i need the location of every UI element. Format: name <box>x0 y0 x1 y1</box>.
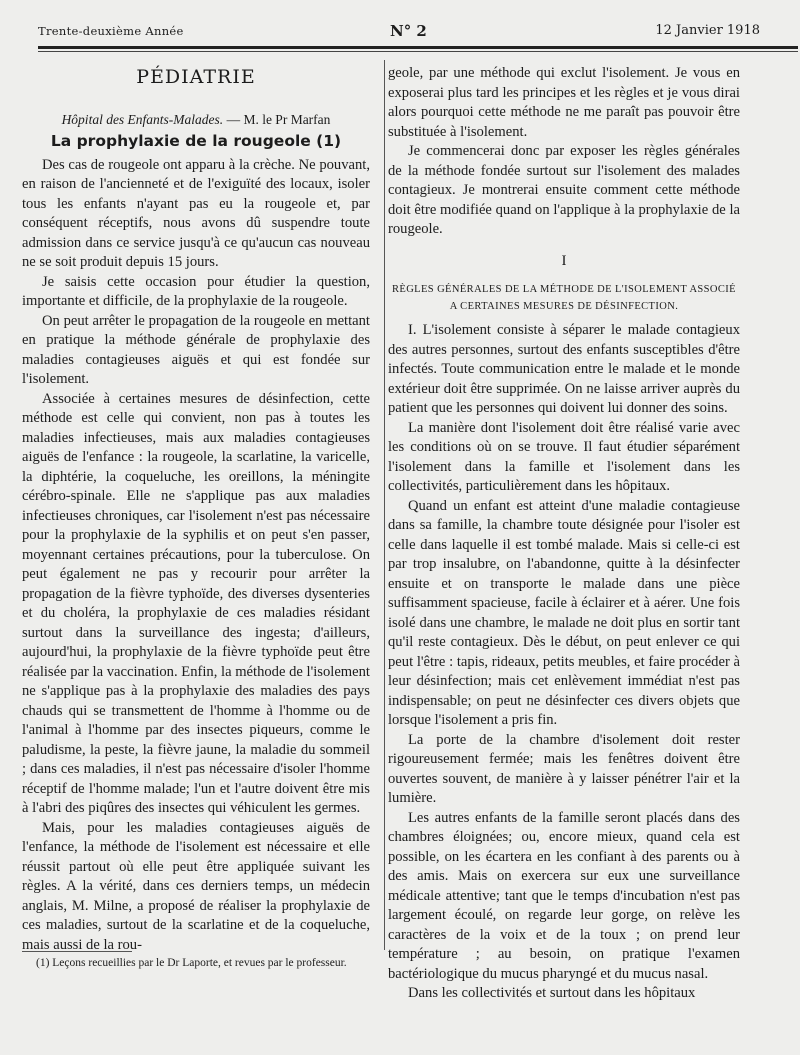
header-issue-number: N° 2 <box>390 22 427 40</box>
section-title: PÉDIATRIE <box>136 66 256 88</box>
paragraph: La porte de la chambre d'isolement doit rester rigoureusement fermée; mais les fenêtres doivent être ouvertes souvent, de manière à y laisser pénétrer l'air et la lumière. <box>388 731 740 806</box>
paragraph: Quand un enfant est atteint d'une maladie contagieuse dans sa famille, la chambre toute désignée pour l'isoler est celle dans laquelle il est tombé malade. Mais si celle-ci est par trop insalubre, on l'abandonne, quitte à la désinfecter ensuite et on transporte le malade dans une pièce suffisamment spacieuse, facile à éclairer et à aérer. Une fois isolé dans une chambre, le malade ne doit plus en sortir tant qu'il reste contagieux. Dès le début, on peut enlever ce qui peut l'être : tapis, rideaux, petits meubles, et faire procéder à leur désinfection; mais cet enlèvement immédiat n'est pas indispensable; on peut ne désinfecter ces divers objets que lorsque l'isolement a pris fin. <box>388 497 740 728</box>
paragraph: Dans les collectivités et surtout dans les hôpitaux <box>408 985 696 1001</box>
column-divider <box>384 60 385 950</box>
hospital-place: Hôpital des Enfants-Malades. <box>61 111 224 127</box>
subsection-heading: RÈGLES GÉNÉRALES DE LA MÉTHODE DE L'ISOLEMENT ASSOCIÉ A CERTAINES MESURES DE DÉSINFECTION. <box>391 284 736 312</box>
paragraph: On peut arrêter le propagation de la rougeole en mettant en pratique la méthode générale de prophylaxie des maladies contagieuses aiguës et qui est fondée sur l'isolement. <box>22 312 370 387</box>
section-number: I <box>561 252 567 269</box>
footnote-rule <box>22 951 132 952</box>
paragraph: La manière dont l'isolement doit être réalisé varie avec les conditions où on se trouve. Il faut étudier séparément l'isolement dans la famille et l'isolement dans les collectivités, particulièrement dans les hôpitaux. <box>388 419 740 494</box>
running-header <box>38 22 760 44</box>
paragraph: Des cas de rougeole ont apparu à la crèche. Ne pouvant, en raison de l'ancienneté et de l'exiguïté des locaux, isoler tous les enfants n'ayant pas eu la rougeole et, par conséquent réceptifs, nous avons dû suspendre toute admission dans ce service jusqu'à ce qu'aucun cas nouveau ne se soit produit depuis 15 jours. <box>22 156 370 270</box>
paragraph: Associée à certaines mesures de désinfection, cette méthode est celle qui convient, non pas à toutes les maladies infectieuses, mais aux maladies contagieuses aiguës de l'enfance : la rougeole, la scarlatine, la varicelle, la diphtérie, la coqueluche, les oreillons, la méningite cérébro-spinale. Elle ne s'applique pas aux maladies infectieuses chroniques, car l'isolement n'est pas nécessaire pour la prophylaxie de la syphilis et on peut s'en passer, moyennant certaines précautions, pour la tuberculose. On peut également ne pas y recourir pour arrêter la propagation de la fièvre typhoïde, des diverses dysenteries et du choléra, la prophylaxie de ces maladies résidant surtout dans la surveillance des ingesta; d'ailleurs, aujourd'hui, la prophylaxie de la fièvre typhoïde peut être réalisée par la vaccination. Enfin, la méthode de l'isolement ne s'applique pas à la prophylaxie des maladies des pays chauds qui se transmettent de l'homme à l'homme ou de l'animal à l'homme par des insectes piqueurs, comme le paludisme, la peste, la fièvre jaune, la maladie du sommeil ; dans ces maladies, il n'est pas nécessaire d'isoler l'homme réceptif de l'homme malade; l'un et l'autre doivent être mis à l'abri des piqûres des insectes qui véhiculent les germes. <box>22 390 370 816</box>
left-column <box>22 64 370 955</box>
footnote: (1) Leçons recueillies par le Dr Laporte, et revues par le professeur. <box>36 957 347 969</box>
paragraph: Les autres enfants de la famille seront placés dans des chambres éloignées; ou, encore mieux, quand cela est possible, on les écartera en les confiant à des parents ou à des amis. Mais on exercera sur eux une surveillance médicale attentive; tant que le temps d'incubation n'est pas largement écoulé, on regarde leur gorge, on relève les caractères de la voix et de la toux ; on prend leur température ; au besoin, on pratique l'examen bactériologique du mucus pharyngé et du mucus nasal. <box>388 809 740 982</box>
paragraph: Mais, pour les maladies contagieuses aiguës de l'enfance, la méthode de l'isolement est nécessaire et elle réussit partout où elle peut être appliquée suivant les règles. A la vérité, dans ces derniers temps, un médecin anglais, M. Milne, a proposé de réaliser la prophylaxie de ces maladies, surtout de la scarlatine et de la coqueluche, mais aussi de la rou- <box>22 819 370 953</box>
article-title: La prophylaxie de la rougeole (1) <box>50 132 342 150</box>
header-year: Trente-deuxième Année <box>38 24 184 38</box>
header-rule-thin <box>38 51 798 52</box>
paragraph: I. L'isolement consiste à séparer le malade contagieux des autres personnes, surtout des enfants susceptibles d'être infectés. Toute communication entre le malade et le monde extérieur doit être supprimée. On ne laisse arriver auprès du patient que les personnes qui doivent lui donner des soins. <box>388 322 740 416</box>
hospital-line <box>22 110 370 130</box>
hospital-author: — M. le Pr Marfan <box>226 111 331 127</box>
paragraph: Je saisis cette occasion pour étudier la question, importante et difficile, de la prophylaxie de la rougeole. <box>22 273 370 309</box>
header-rule-thick <box>38 46 798 49</box>
paragraph: Je commencerai donc par exposer les règles générales de la méthode fondée surtout sur l'isolement des malades contagieux. Je montrerai ensuite comment cette méthode doit être modifiée quand on l'applique à la prophylaxie de la rougeole. <box>388 143 740 237</box>
header-date: 12 Janvier 1918 <box>655 23 760 38</box>
right-column <box>388 64 740 1004</box>
paragraph: geole, par une méthode qui exclut l'isolement. Je vous en exposerai plus tard les principes et les règles et je vous dirai alors pourquoi cette méthode ne me paraît pas pouvoir être substituée à l'isolement. <box>388 65 740 140</box>
